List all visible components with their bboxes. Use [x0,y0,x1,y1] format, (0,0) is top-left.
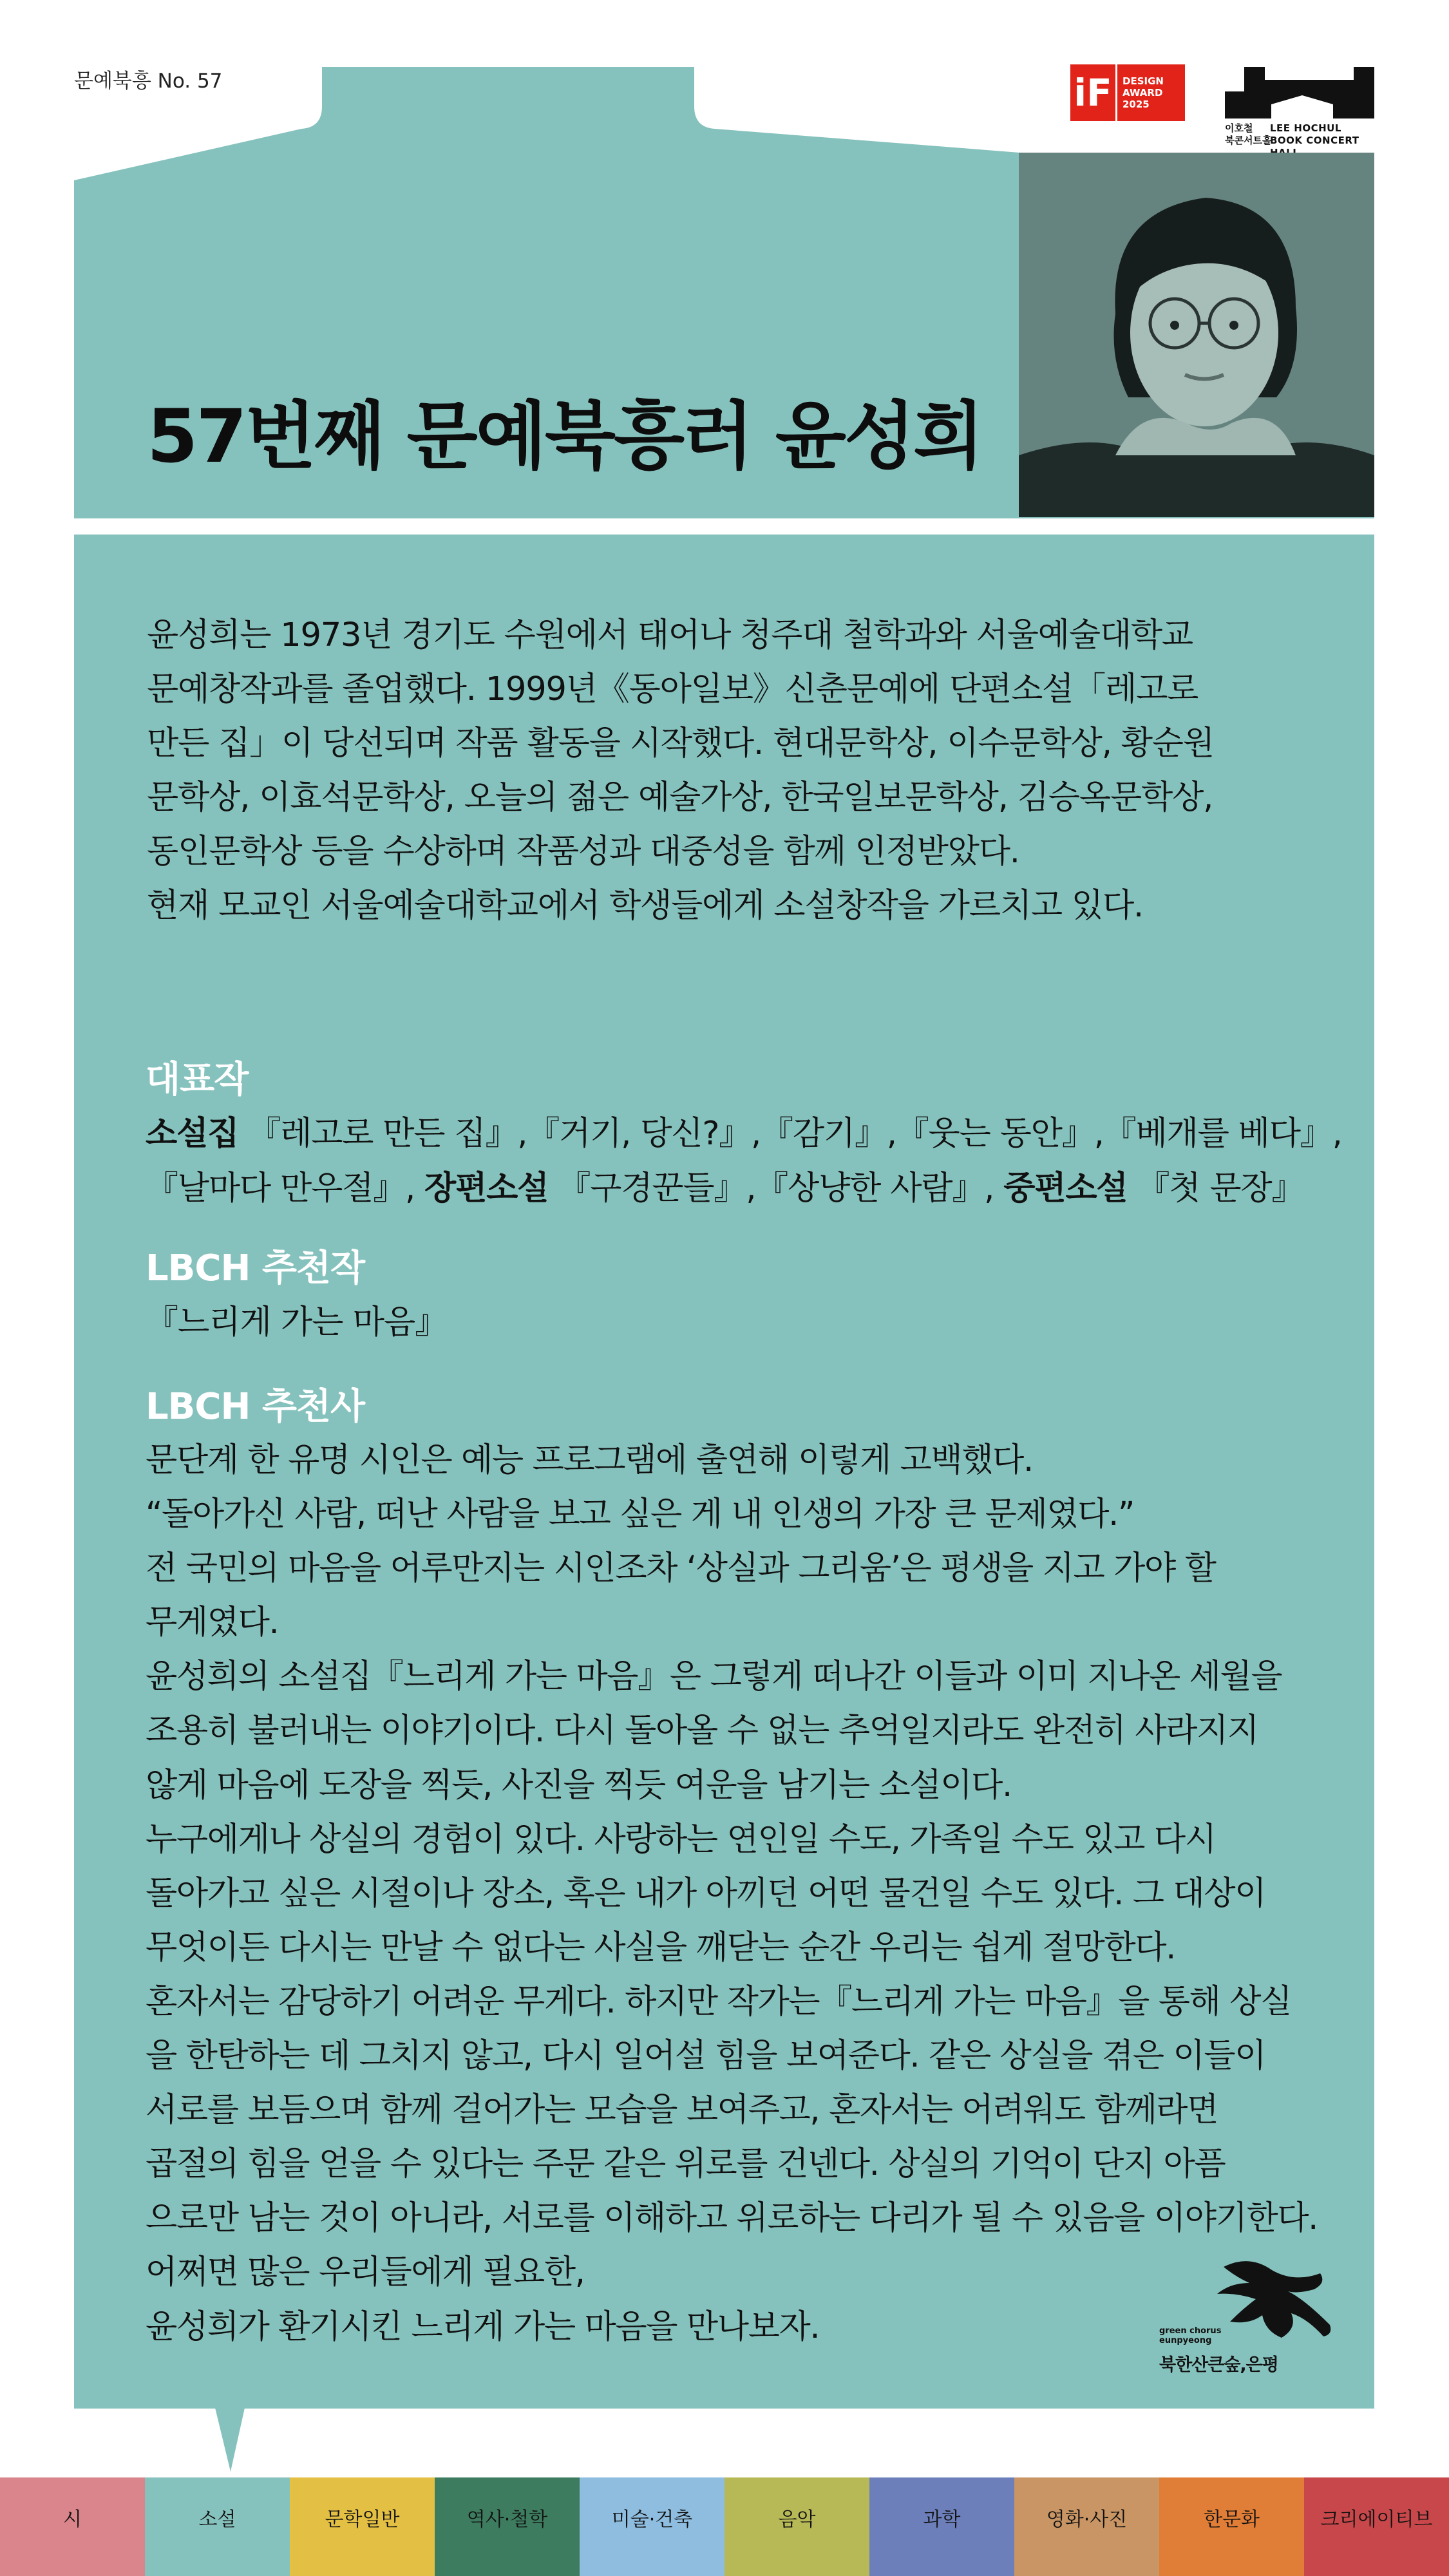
bio-line: 문학상, 이효석문학상, 오늘의 젊은 예술가상, 한국일보문학상, 김승옥문학상, [147,779,1213,817]
category-label: 문학일반 [325,2508,400,2531]
category-label: 음악 [778,2508,816,2531]
lbch-kr-line: 북콘서트홀 [1225,135,1272,146]
category-music[interactable] [724,2477,869,2576]
if-award-line: AWARD [1122,87,1163,99]
recommendation-line: 전 국민의 마음을 어루만지는 시인조차 ‘상실과 그리움’은 평생을 지고 가야 할 [146,1549,1216,1588]
recommendation-line: “돌아가신 사람, 떠난 사람을 보고 싶은 게 내 인생의 가장 큰 문제였다.” [146,1495,1134,1534]
recommendation-line: 어쩌면 많은 우리들에게 필요한, [146,2253,585,2292]
recommendation-line: 않게 마음에 도장을 찍듯, 사진을 찍듯 여운을 남기는 소설이다. [146,1766,1012,1804]
lbch-en-line: BOOK CONCERT [1270,135,1359,146]
bukhansan-small-text [1159,2326,1221,2345]
category-bar [0,2477,1449,2576]
bukhansan-logo [1159,2254,1352,2383]
category-label: 소설 [198,2508,236,2531]
page-title: 57번째 문예북흥러 윤성희 [147,393,983,479]
short-story-titles-cont: 『날마다 만우절』, [146,1170,415,1208]
works-heading: 대표작 [146,1059,249,1101]
works-line [146,1106,1342,1161]
bio-line: 윤성희는 1973년 경기도 수원에서 태어나 청주대 철학과와 서울예술대학교 [147,616,1193,654]
novel-titles: 『구경꾼들』,『상냥한 사람』, [558,1170,994,1208]
novella-titles: 『첫 문장』 [1137,1170,1304,1208]
author-portrait-illustration [1019,153,1374,517]
works-line [146,1161,1342,1216]
category-label: 시 [63,2508,82,2531]
lbch-kr-line: 이호철 [1225,122,1253,134]
bio-line: 동인문학상 등을 수상하며 작품성과 대중성을 함께 인정받았다. [147,833,1019,871]
recommendation-line: 윤성희가 환기시킨 느리게 가는 마음을 만나보자. [146,2307,820,2346]
category-label: 역사·철학 [466,2508,548,2531]
category-science[interactable] [869,2477,1014,2576]
recommendation-line: 무게였다. [146,1604,279,1642]
recommended-work-heading: LBCH 추천작 [146,1247,365,1289]
if-award-line: DESIGN [1122,75,1164,87]
short-story-titles: 『레고로 만든 집』,『거기, 당신?』,『감기』,『웃는 동안』,『베개를 베다』, [248,1115,1342,1153]
if-mark: iF [1070,64,1117,121]
recommendation-line: 누구에게나 상실의 경험이 있다. 사랑하는 연인일 수도, 가족일 수도 있고 다시 [146,1820,1216,1859]
category-label: 영화·사진 [1046,2508,1128,2531]
author-photo [1019,153,1374,517]
bio-line: 문예창작과를 졸업했다. 1999년《동아일보》신춘문예에 단편소설「레고로 [147,670,1198,708]
author-bio [147,609,1306,933]
recommendation-line: 문단계 한 유명 시인은 예능 프로그램에 출연해 이렇게 고백했다. [146,1441,1033,1479]
lbch-en-line: LEE HOCHUL [1270,122,1341,134]
category-creative[interactable] [1304,2477,1449,2576]
bukhansan-small-line: green chorus [1159,2326,1222,2336]
recommendation-line: 혼자서는 감당하기 어려운 무게다. 하지만 작가는『느리게 가는 마음』을 통해 상실 [146,1982,1292,2021]
recommendation-line: 조용히 불러내는 이야기이다. 다시 돌아올 수 없는 추억일지라도 완전히 사라지지 [146,1712,1258,1750]
category-fiction[interactable] [145,2477,290,2576]
recommendation-line: 을 한탄하는 데 그치지 않고, 다시 일어설 힘을 보여준다. 같은 상실을 겪은 이들이 [146,2037,1266,2076]
recommendation-heading: LBCH 추천사 [146,1386,365,1428]
category-korean-culture[interactable] [1159,2477,1304,2576]
recommendation-line: 곱절의 힘을 얻을 수 있다는 주문 같은 위로를 건넨다. 상실의 기억이 단지 아픔 [146,2145,1226,2184]
recommendation-line: 무엇이든 다시는 만날 수 없다는 사실을 깨닫는 순간 우리는 쉽게 절망한다. [146,1928,1175,1967]
short-story-label: 소설집 [146,1115,239,1153]
bio-line: 만든 집」이 당선되며 작품 활동을 시작했다. 현대문학상, 이수문학상, 황순원 [147,724,1214,762]
bukhansan-small-line: eunpyeong [1159,2336,1212,2345]
representative-works [146,1106,1342,1216]
category-art-architecture[interactable] [580,2477,724,2576]
recommendation-text [146,1434,1324,2354]
recommended-work-title: 『느리게 가는 마음』 [146,1303,448,1341]
category-poetry[interactable] [0,2477,145,2576]
category-label: 한문화 [1204,2508,1260,2531]
recommendation-line: 윤성희의 소설집『느리게 가는 마음』은 그렇게 떠나간 이들과 이미 지나온 세월을 [146,1658,1282,1696]
category-label: 미술·건축 [611,2508,693,2531]
novel-label: 장편소설 [424,1170,549,1208]
category-literature-general[interactable] [290,2477,435,2576]
bukhansan-name: 북한산큰숲,은평 [1159,2355,1278,2375]
recommendation-line: 서로를 보듬으며 함께 걸어가는 모습을 보여주고, 혼자서는 어려워도 함께라면 [146,2091,1218,2130]
category-label: 과학 [923,2508,961,2531]
if-award-line: 2025 [1122,99,1150,110]
category-history-philosophy[interactable] [435,2477,580,2576]
issue-label: 문예북흥 No. 57 [74,70,223,93]
recommendation-line: 으로만 남는 것이 아니라, 서로를 이해하고 위로하는 다리가 될 수 있음을 이야기한다. [146,2199,1318,2238]
category-film-photo[interactable] [1014,2477,1159,2576]
category-label: 크리에이티브 [1320,2508,1433,2531]
bio-line: 현재 모교인 서울예술대학교에서 학생들에게 소설창작을 가르치고 있다. [147,887,1144,925]
novella-label: 중편소설 [1003,1170,1128,1208]
recommendation-line: 돌아가고 싶은 시절이나 장소, 혹은 내가 아끼던 어떤 물건일 수도 있다. 그 대상이 [146,1874,1266,1913]
